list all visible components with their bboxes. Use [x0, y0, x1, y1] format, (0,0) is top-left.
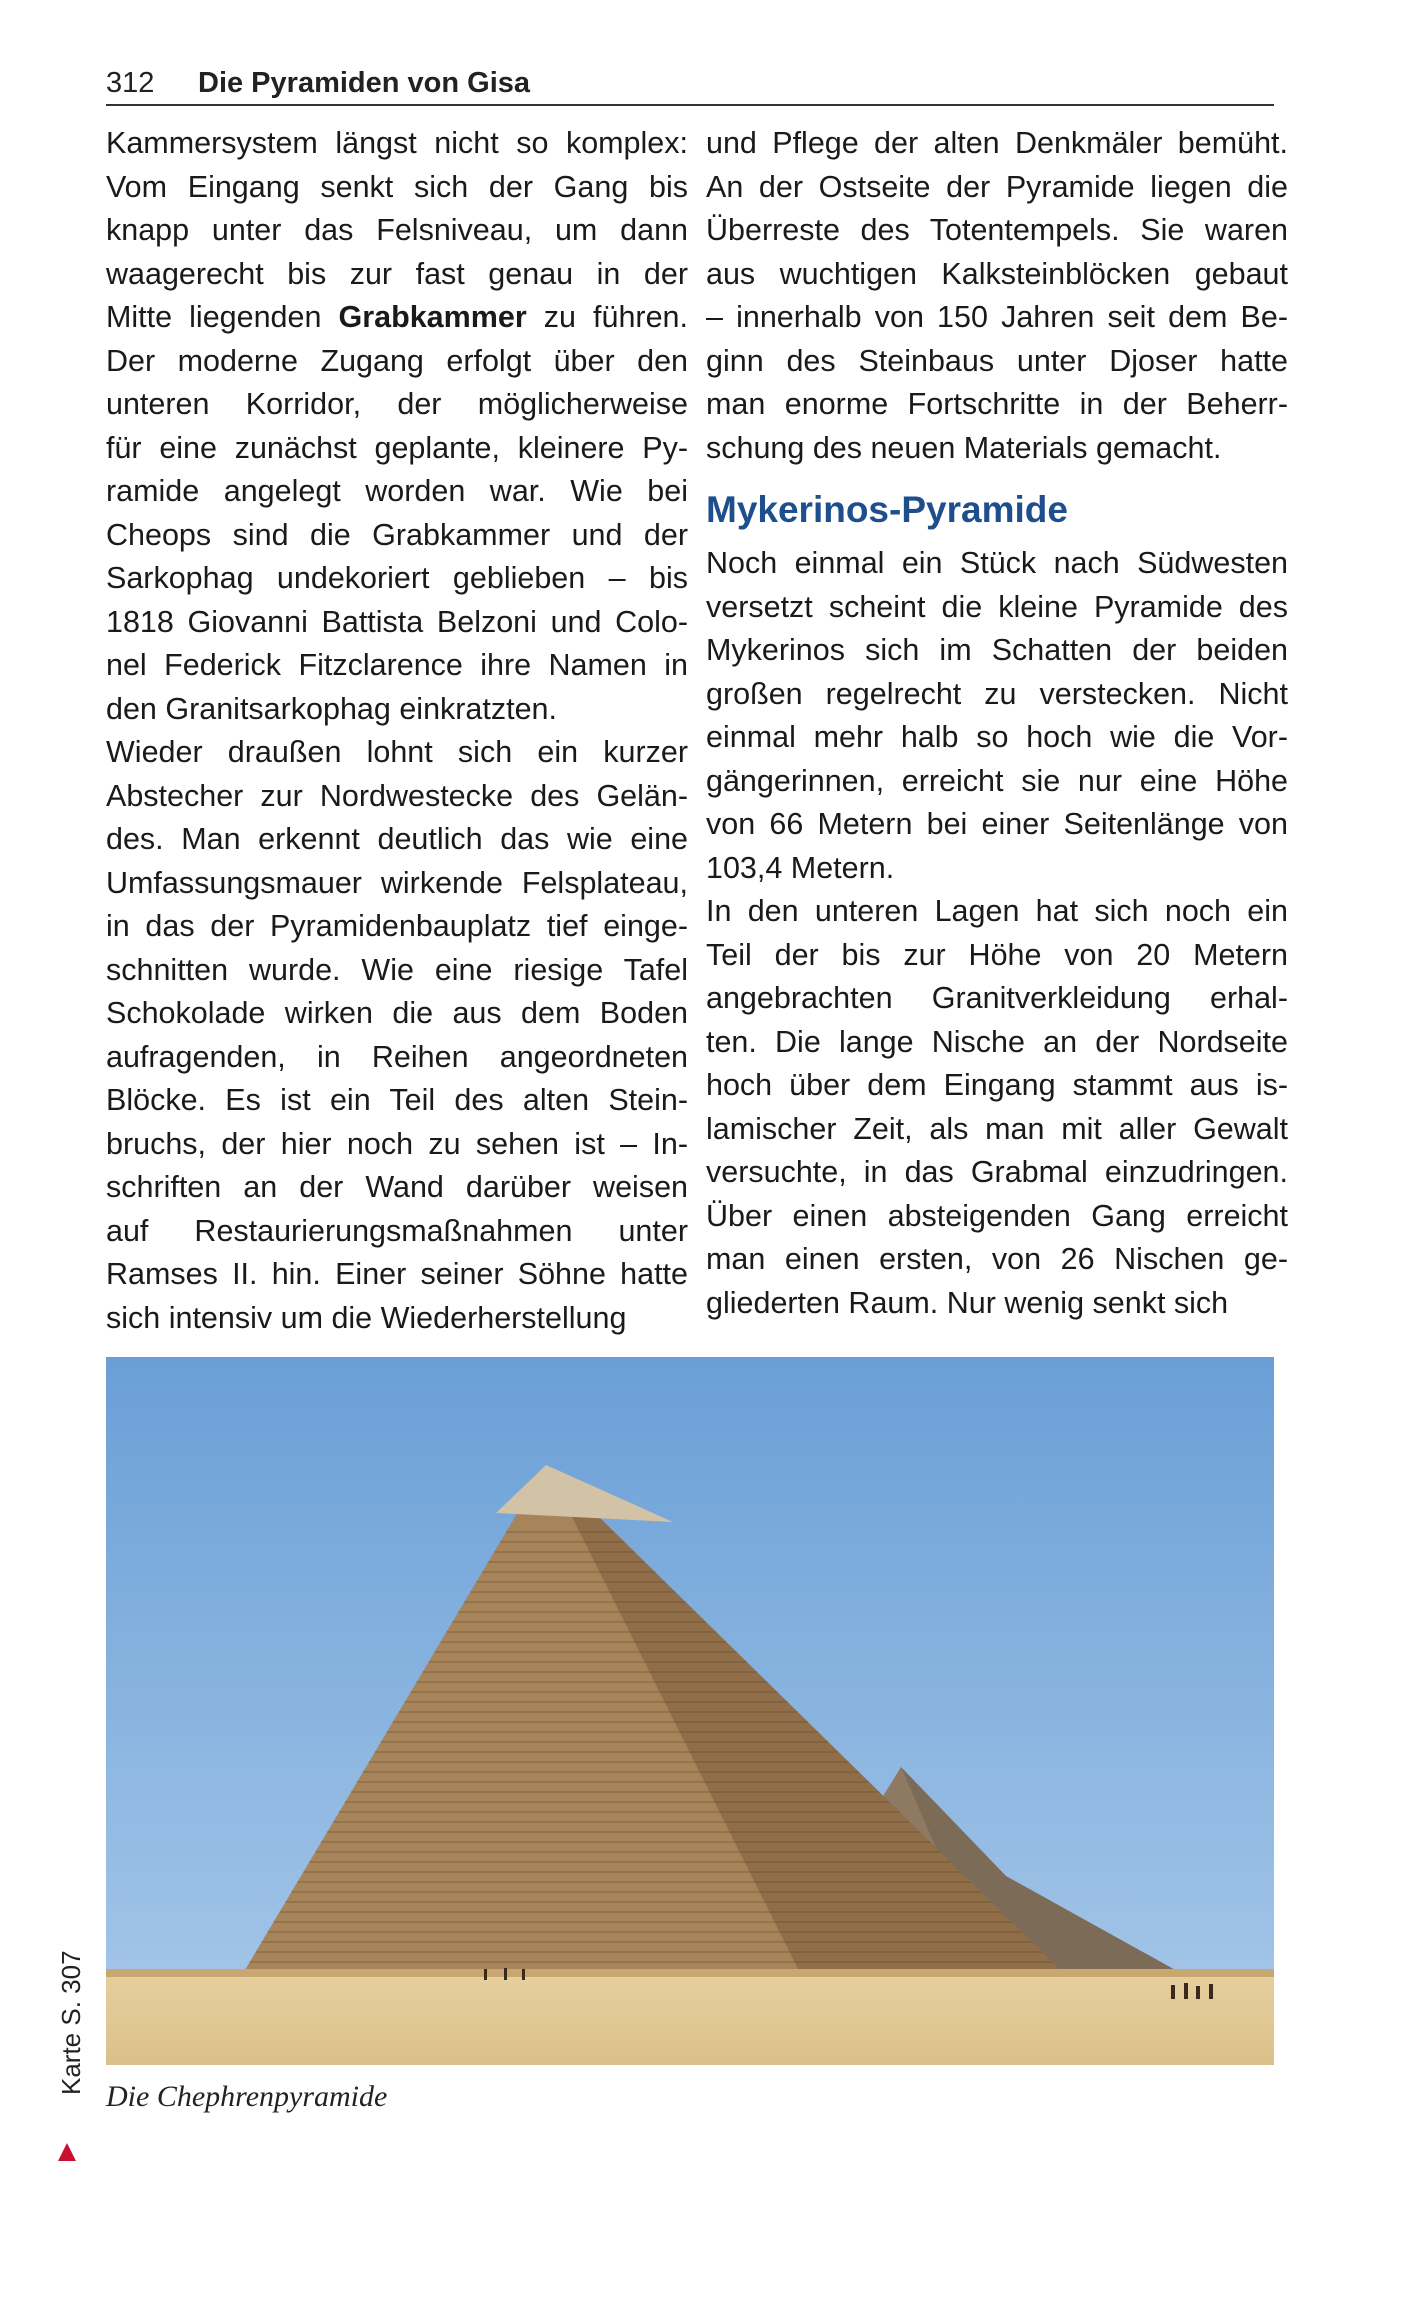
text-line: – innerhalb von 150 Jahren seit dem Be-	[706, 300, 1288, 334]
text-line: schnitten wurde. Wie eine riesige Tafel	[106, 952, 688, 987]
text-line: Wieder draußen lohnt sich ein kurzer	[106, 735, 688, 769]
text-line: einmal mehr halb so hoch wie die Vor-	[706, 720, 1288, 754]
text-line: Noch einmal ein Stück nach Südwesten	[706, 546, 1288, 580]
right-text-column	[706, 122, 1288, 1325]
desert-sand	[106, 1972, 1274, 2065]
text-line: Der moderne Zugang erfolgt über den	[106, 343, 688, 378]
text-line: aus wuchtigen Kalksteinblöcken gebaut	[706, 256, 1288, 291]
text-line: den Granitsarkophag einkratzten.	[106, 691, 557, 726]
text-line: Über einen absteigenden Gang erreicht	[706, 1198, 1288, 1233]
right-column-top-text	[706, 122, 1288, 470]
text-line: bruchs, der hier noch zu sehen ist – In-	[106, 1126, 688, 1161]
text-line: Sarkophag undekoriert geblieben – bis	[106, 561, 688, 595]
text-line: hoch über dem Eingang stammt aus is-	[706, 1068, 1288, 1102]
text-line: 103,4 Metern.	[706, 850, 895, 885]
text-line: schriften an der Wand darüber weisen	[106, 1170, 688, 1204]
text-line: Schokolade wirken die aus dem Boden	[106, 996, 688, 1030]
left-text-column	[106, 122, 688, 1340]
text-line: Vom Eingang senkt sich der Gang bis	[106, 169, 688, 204]
map-reference-text: Karte S. 307	[56, 1950, 86, 2095]
text-line: für eine zunächst geplante, kleinere Py-	[106, 430, 688, 465]
text-line: man enorme Fortschritte in der Beherr-	[706, 387, 1288, 421]
text-line: ginn des Steinbaus unter Djoser hatte	[706, 343, 1288, 378]
photo-caption: Die Chephrenpyramide	[106, 2080, 388, 2113]
text-line: versuchte, in das Grabmal einzudringen.	[706, 1155, 1288, 1189]
text-line: man einen ersten, von 26 Nischen ge-	[706, 1242, 1288, 1276]
text-line: Mykerinos sich im Schatten der beiden	[706, 633, 1288, 667]
text-line: Kammersystem längst nicht so komplex:	[106, 126, 688, 160]
text-line: Cheops sind die Grabkammer und der	[106, 517, 688, 552]
text-line: gliederten Raum. Nur wenig senkt sich	[706, 1285, 1229, 1320]
text-line: Teil der bis zur Höhe von 20 Metern	[706, 937, 1288, 972]
text-line: und Pflege der alten Denkmäler bemüht.	[706, 126, 1288, 160]
text-line: An der Ostseite der Pyramide liegen die	[706, 169, 1288, 204]
text-line: sich intensiv um die Wiederherstellung	[106, 1300, 627, 1335]
running-title: Die Pyramiden von Gisa	[198, 67, 531, 99]
text-line: nel Federick Fitzclarence ihre Namen in	[106, 648, 688, 682]
triangle-marker-icon	[58, 2143, 76, 2161]
map-reference	[40, 1950, 86, 2315]
text-line: in das der Pyramidenbauplatz tief einge-	[106, 909, 688, 943]
text-line: aufragenden, in Reihen angeordneten	[106, 1039, 688, 1074]
text-line: knapp unter das Felsniveau, um dann	[106, 213, 688, 247]
text-line: lamischer Zeit, als man mit aller Gewalt	[706, 1111, 1288, 1146]
text-line: 1818 Giovanni Battista Belzoni und Colo-	[106, 604, 688, 639]
text-line: des. Man erkennt deutlich das wie eine	[106, 822, 688, 856]
section-heading: Mykerinos-Pyramide	[706, 489, 1068, 530]
text-line: versetzt scheint die kleine Pyramide des	[706, 589, 1288, 624]
text-line: Abstecher zur Nordwestecke des Gelän-	[106, 778, 688, 813]
text-line: gängerinnen, erreicht sie nur eine Höhe	[706, 763, 1288, 798]
text-line: angebrachten Granitverkleidung erhal-	[706, 981, 1288, 1015]
text-line: Überreste des Totentempels. Sie waren	[706, 213, 1288, 247]
text-line: ramide angelegt worden war. Wie bei	[106, 474, 688, 508]
text-line: ten. Die lange Nische an der Nordseite	[706, 1024, 1288, 1059]
page-number: 312	[106, 67, 155, 99]
text-line: Blöcke. Es ist ein Teil des alten Stein-	[106, 1083, 688, 1117]
page-header	[106, 64, 1274, 106]
chephren-pyramid-photo	[106, 1357, 1274, 2065]
text-line: schung des neuen Materials gemacht.	[706, 430, 1222, 465]
text-line: auf Restaurierungsmaßnahmen unter	[106, 1213, 688, 1248]
rubble-line	[106, 1969, 1274, 1977]
text-line: Mitte liegenden Grabkammer zu führen.	[106, 300, 688, 334]
pyramid-photo-illustration	[106, 1357, 1274, 2065]
text-line: Ramses II. hin. Einer seiner Söhne hatte	[106, 1257, 688, 1291]
right-column-bottom-text	[706, 542, 1288, 1325]
text-line: unteren Korridor, der möglicherweise	[106, 387, 688, 421]
text-line: großen regelrecht zu verstecken. Nicht	[706, 676, 1288, 711]
text-line: In den unteren Lagen hat sich noch ein	[706, 894, 1288, 928]
text-line: Umfassungsmauer wirkende Felsplateau,	[106, 865, 688, 900]
text-line: waagerecht bis zur fast genau in der	[106, 256, 688, 291]
text-line: von 66 Metern bei einer Seitenlänge von	[706, 807, 1288, 841]
